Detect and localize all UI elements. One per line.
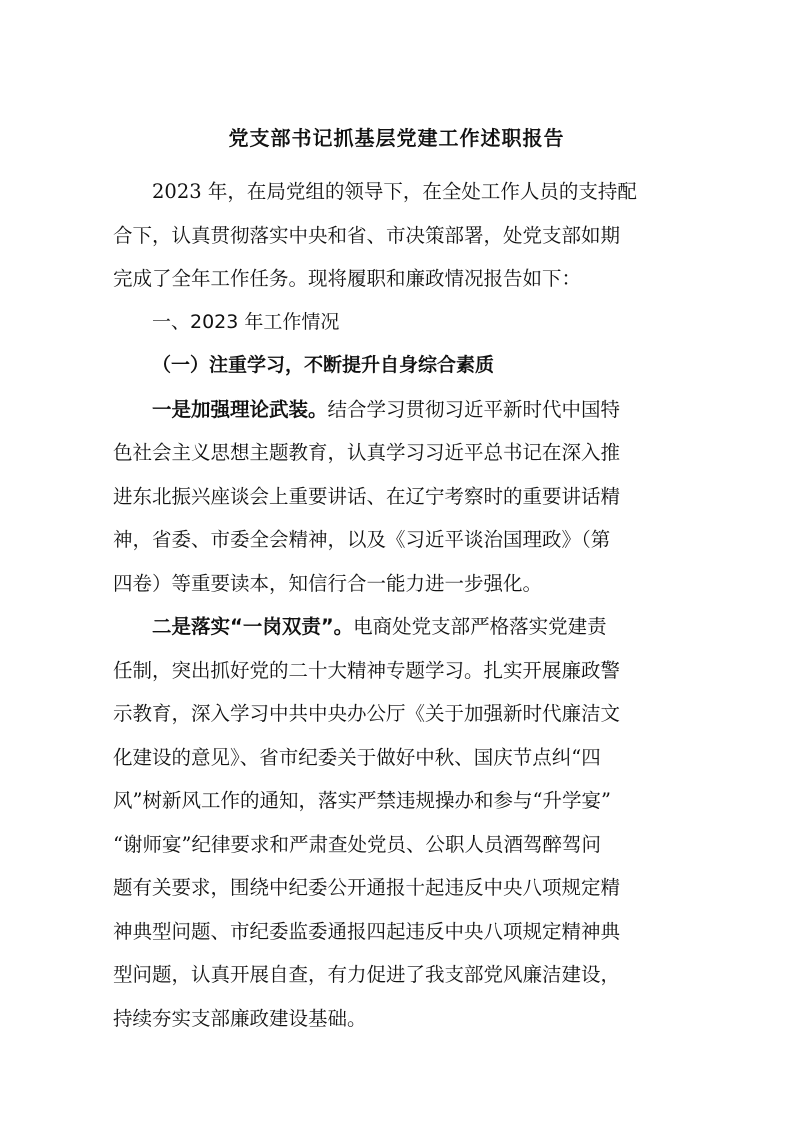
point-2-line: 神典型问题、市纪委监委通报四起违反中央八项规定精神典 <box>113 919 621 943</box>
point-2-line: 风”树新风工作的通知，落实严禁违规操办和参与“升学宴” <box>113 789 611 812</box>
point-2-line: 持续夯实支部廉政建设基础。 <box>113 1006 367 1030</box>
point-2-first-line-text: 电商处党支部严格落实党建责 <box>353 615 607 638</box>
intro-line: 合下，认真贯彻落实中央和省、市决策部署，处党支部如期 <box>113 223 621 247</box>
document-title: 党支部书记抓基层党建工作述职报告 <box>228 126 565 150</box>
point-2-line: 示教育，深入学习中共中央办公厅《关于加强新时代廉洁文 <box>113 702 621 725</box>
point-2-paragraph <box>113 605 649 1040</box>
point-2-lead: 二是落实“一岗双责”。 <box>152 615 354 638</box>
intro-paragraph <box>113 170 649 301</box>
section-heading: 一、2023 年工作情况 <box>152 310 340 333</box>
point-1-line: 色社会主义思想主题教育，认真学习习近平总书记在深入推 <box>113 441 621 464</box>
point-1-first-line <box>113 388 649 432</box>
point-2-line: “谢师宴”纪律要求和严肃查处党员、公职人员酒驾醉驾问 <box>113 832 601 856</box>
intro-line: 2023 年，在局党组的领导下，在全处工作人员的支持配 <box>152 180 637 203</box>
point-1-first-line-text: 结合学习贯彻习近平新时代中国特 <box>327 397 621 421</box>
intro-line: 完成了全年工作任务。现将履职和廉政情况报告如下： <box>113 267 582 290</box>
point-2-line: 型问题，认真开展自查，有力促进了我支部党风廉洁建设， <box>113 963 621 986</box>
point-1-paragraph <box>113 388 649 606</box>
point-2-first-line <box>113 605 649 649</box>
point-1-lead: 一是加强理论武装。 <box>152 397 328 421</box>
point-1-line: 神，省委、市委全会精神，以及《习近平谈治国理政》（第 <box>113 528 611 551</box>
point-2-line: 化建设的意见》、省市纪委关于做好中秋、国庆节点纠“四 <box>113 745 601 769</box>
point-1-line: 进东北振兴座谈会上重要讲话、在辽宁考察时的重要讲话精 <box>113 484 621 508</box>
document-body <box>113 170 649 1040</box>
point-2-line: 任制，突出抓好党的二十大精神专题学习。扎实开展廉政警 <box>113 658 621 682</box>
subsection-heading: （一）注重学习，不断提升自身综合素质 <box>152 354 495 376</box>
point-1-line: 四卷）等重要读本，知信行合一能力进一步强化。 <box>113 571 543 595</box>
point-2-line: 题有关要求，围绕中纪委公开通报十起违反中央八项规定精 <box>113 876 621 899</box>
